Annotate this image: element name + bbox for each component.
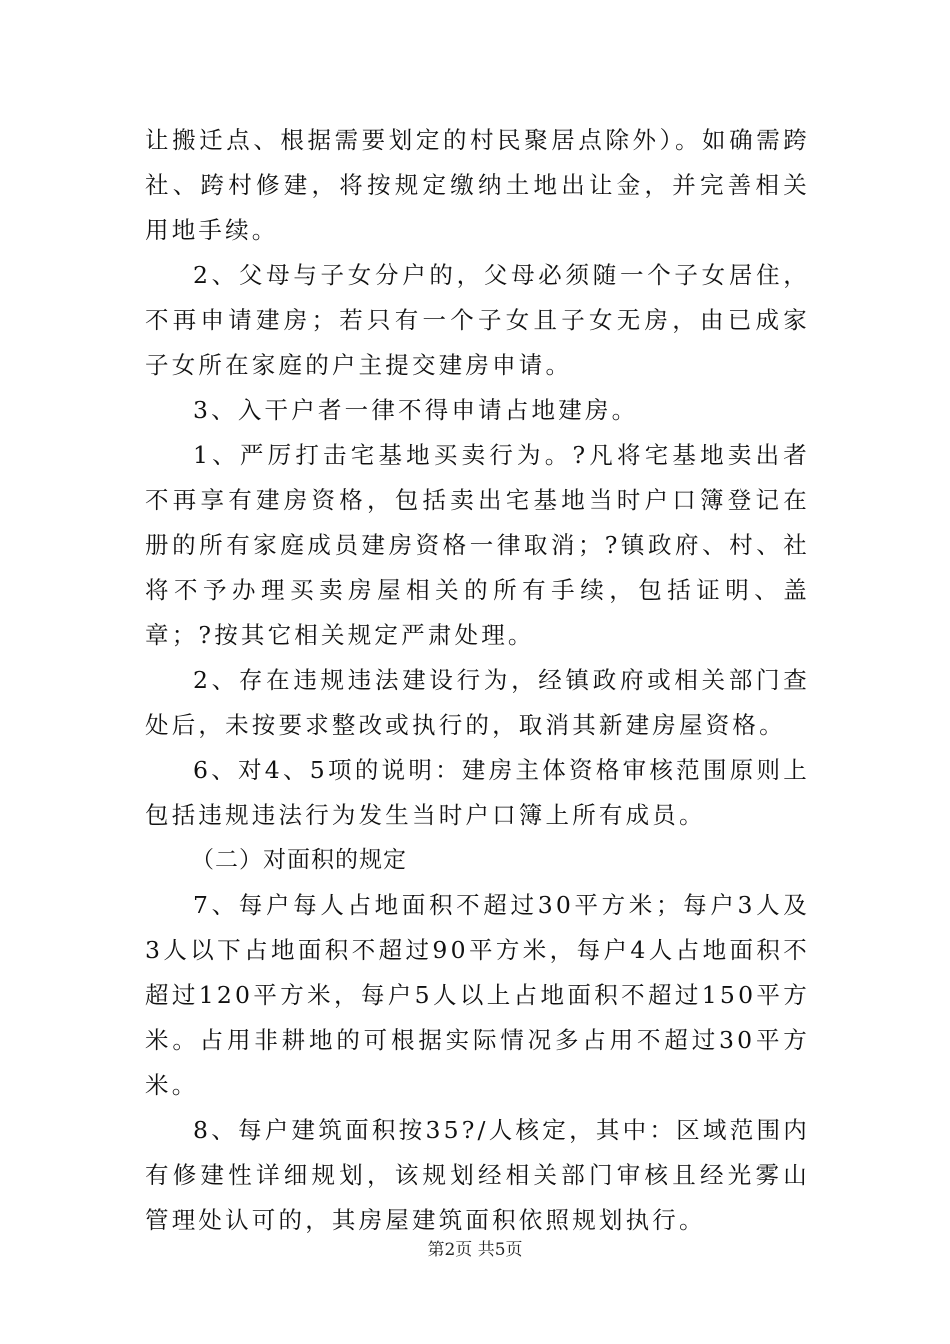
page-total: 共5页 [477, 1240, 523, 1260]
document-body [145, 118, 810, 1243]
page-footer [0, 1238, 950, 1262]
paragraph-item-7-land-area: 7、每户每人占地面积不超过30平方米；每户3人及3人以下占地面积不超过90平方米，每户4人占地面积不超过120平方米，每户5人以上占地面积不超过150平方米。占用非耕地的可根据实际情况多占用不超过30平方米。 [145, 891, 810, 1099]
paragraph-item-8-building-area: 8、每户建筑面积按35?/人核定，其中：区域范围内有修建性详细规划，该规划经相关部门审核且经光雾山管理处认可的，其房屋建筑面积依照规划执行。 [145, 1116, 810, 1234]
paragraph-item-2-separate-household: 2、父母与子女分户的，父母必须随一个子女居住，不再申请建房；若只有一个子女且子女无房，由已成家子女所在家庭的户主提交建房申请。 [145, 261, 810, 379]
paragraph-item-3-cadre-household: 3、入干户者一律不得申请占地建房。 [193, 396, 639, 424]
paragraph-item-6-explanation: 6、对4、5项的说明：建房主体资格审核范围原则上包括违规违法行为发生当时户口簿上所有成员。 [145, 756, 810, 829]
paragraph-continuation: 让搬迁点、根据需要划定的村民聚居点除外）。如确需跨社、跨村修建，将按规定缴纳土地出让金，并完善相关用地手续。 [145, 126, 810, 244]
paragraph-item-2-illegal-construction: 2、存在违规违法建设行为，经镇政府或相关部门查处后，未按要求整改或执行的，取消其新建房屋资格。 [145, 666, 810, 739]
section-heading-area-rules: （二）对面积的规定 [191, 847, 407, 873]
page-number: 第2页 [427, 1240, 473, 1260]
paragraph-item-1-homestead-trading: 1、严厉打击宅基地买卖行为。?凡将宅基地卖出者不再享有建房资格，包括卖出宅基地当时户口簿登记在册的所有家庭成员建房资格一律取消；?镇政府、村、社将不予办理买卖房屋相关的所有手续，包括证明、盖章；?按其它相关规定严肃处理。 [145, 441, 810, 649]
